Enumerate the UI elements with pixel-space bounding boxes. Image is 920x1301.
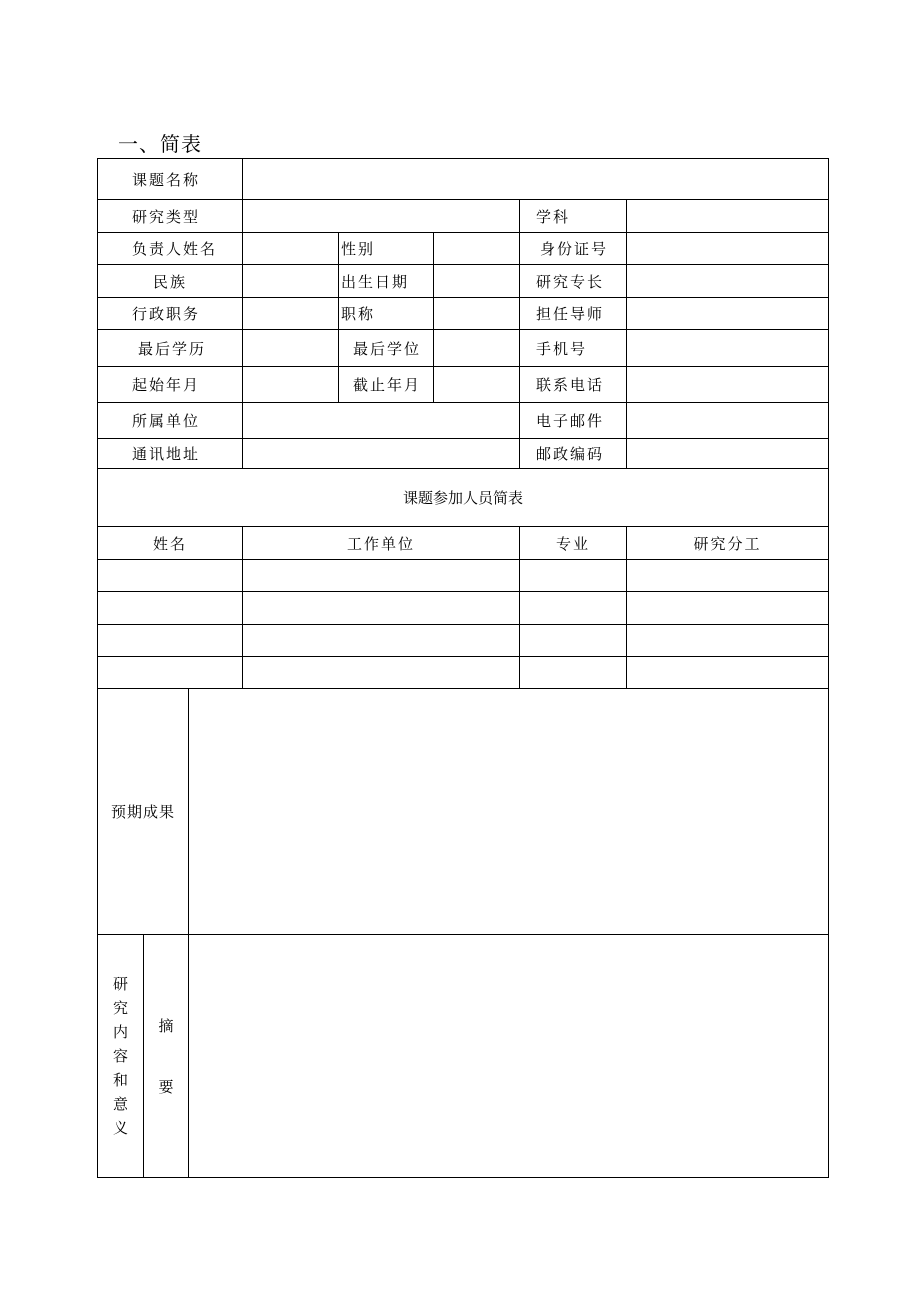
label-ethnicity: 民族 bbox=[98, 265, 243, 298]
table-row bbox=[98, 560, 829, 592]
label-abstract: 摘 要 bbox=[144, 935, 189, 1178]
label-specialty: 研究专长 bbox=[520, 265, 627, 298]
label-mobile: 手机号 bbox=[520, 330, 627, 367]
label-discipline: 学科 bbox=[520, 200, 627, 233]
specialty-field[interactable] bbox=[627, 265, 829, 298]
label-email: 电子邮件 bbox=[520, 403, 627, 439]
label-affiliation: 所属单位 bbox=[98, 403, 243, 439]
table-cell[interactable] bbox=[243, 625, 520, 657]
label-gender: 性别 bbox=[339, 233, 434, 265]
education-field[interactable] bbox=[243, 330, 339, 367]
label-leader-name: 负责人姓名 bbox=[98, 233, 243, 265]
basic-info-table bbox=[97, 158, 829, 469]
label-supervisor: 担任导师 bbox=[520, 298, 627, 330]
label-degree: 最后学位 bbox=[339, 330, 434, 367]
table-cell[interactable] bbox=[243, 592, 520, 625]
outcomes-field[interactable] bbox=[189, 689, 829, 935]
participants-table bbox=[97, 468, 829, 689]
ethnicity-field[interactable] bbox=[243, 265, 339, 298]
phone-field[interactable] bbox=[627, 367, 829, 403]
table-cell[interactable] bbox=[627, 592, 829, 625]
label-education: 最后学历 bbox=[98, 330, 243, 367]
table-cell[interactable] bbox=[520, 592, 627, 625]
label-end-date: 截止年月 bbox=[339, 367, 434, 403]
postcode-field[interactable] bbox=[627, 439, 829, 469]
table-cell[interactable] bbox=[98, 560, 243, 592]
column-header: 姓名 bbox=[98, 527, 243, 560]
participants-heading: 课题参加人员简表 bbox=[98, 469, 829, 527]
table-cell[interactable] bbox=[627, 625, 829, 657]
application-form bbox=[97, 158, 828, 1178]
column-header: 工作单位 bbox=[243, 527, 520, 560]
table-cell[interactable] bbox=[98, 657, 243, 689]
research-type-field[interactable] bbox=[243, 200, 520, 233]
admin-position-field[interactable] bbox=[243, 298, 339, 330]
abstract-field[interactable] bbox=[189, 935, 829, 1178]
start-date-field[interactable] bbox=[243, 367, 339, 403]
discipline-field[interactable] bbox=[627, 200, 829, 233]
birth-date-field[interactable] bbox=[434, 265, 520, 298]
outcomes-table bbox=[97, 688, 829, 935]
label-research-type: 研究类型 bbox=[98, 200, 243, 233]
table-row bbox=[98, 657, 829, 689]
label-birth-date: 出生日期 bbox=[339, 265, 434, 298]
table-row bbox=[98, 592, 829, 625]
label-project-name: 课题名称 bbox=[98, 159, 243, 200]
affiliation-field[interactable] bbox=[243, 403, 520, 439]
table-cell[interactable] bbox=[243, 560, 520, 592]
table-cell[interactable] bbox=[520, 625, 627, 657]
mobile-field[interactable] bbox=[627, 330, 829, 367]
address-field[interactable] bbox=[243, 439, 520, 469]
content-table bbox=[97, 934, 829, 1178]
table-cell[interactable] bbox=[98, 592, 243, 625]
table-cell[interactable] bbox=[520, 657, 627, 689]
label-start-date: 起始年月 bbox=[98, 367, 243, 403]
degree-field[interactable] bbox=[434, 330, 520, 367]
label-content-significance: 研 究 内 容 和 意 义 bbox=[98, 935, 144, 1178]
label-admin-position: 行政职务 bbox=[98, 298, 243, 330]
end-date-field[interactable] bbox=[434, 367, 520, 403]
supervisor-field[interactable] bbox=[627, 298, 829, 330]
column-header: 专业 bbox=[520, 527, 627, 560]
leader-name-field[interactable] bbox=[243, 233, 339, 265]
title-field[interactable] bbox=[434, 298, 520, 330]
label-outcomes: 预期成果 bbox=[98, 689, 189, 935]
table-cell[interactable] bbox=[98, 625, 243, 657]
column-header: 研究分工 bbox=[627, 527, 829, 560]
label-address: 通讯地址 bbox=[98, 439, 243, 469]
table-cell[interactable] bbox=[243, 657, 520, 689]
label-id-number: 身份证号 bbox=[520, 233, 627, 265]
table-cell[interactable] bbox=[627, 657, 829, 689]
table-cell[interactable] bbox=[520, 560, 627, 592]
project-name-field[interactable] bbox=[243, 159, 829, 200]
label-phone: 联系电话 bbox=[520, 367, 627, 403]
email-field[interactable] bbox=[627, 403, 829, 439]
label-title: 职称 bbox=[339, 298, 434, 330]
label-postcode: 邮政编码 bbox=[520, 439, 627, 469]
table-cell[interactable] bbox=[627, 560, 829, 592]
table-row bbox=[98, 625, 829, 657]
id-number-field[interactable] bbox=[627, 233, 829, 265]
gender-field[interactable] bbox=[434, 233, 520, 265]
section-title: 一、简表 bbox=[118, 132, 202, 156]
